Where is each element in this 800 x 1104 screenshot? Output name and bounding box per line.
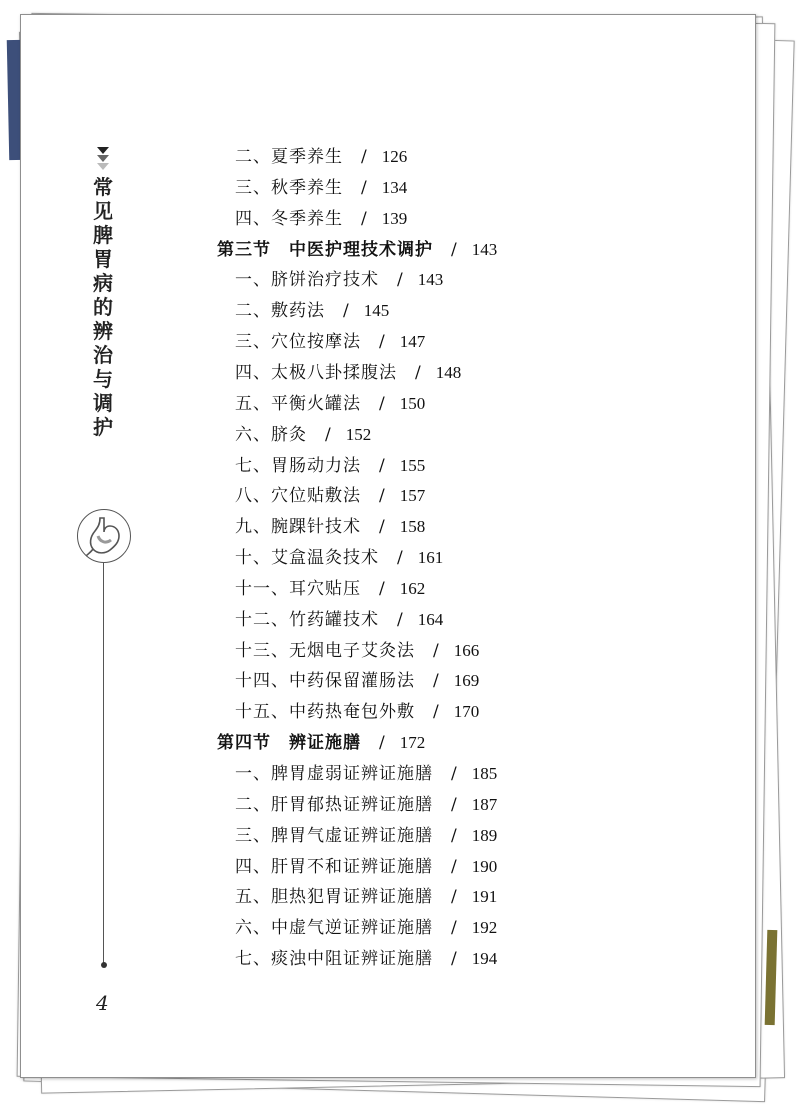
toc-entry[interactable] — [235, 790, 497, 815]
toc-entry[interactable] — [235, 204, 407, 229]
toc-title: 第四节 辨证施膳 — [217, 733, 361, 754]
toc-page-number: 170 — [453, 702, 480, 722]
toc-page-number: 185 — [471, 764, 498, 783]
toc-separator: / — [397, 270, 404, 291]
toc-page-number: 152 — [345, 424, 372, 444]
toc-title: 七、胃肠动力法 — [235, 455, 361, 476]
toc-entry[interactable] — [235, 173, 407, 198]
toc-page-number: 194 — [471, 949, 498, 969]
toc-entry[interactable] — [235, 666, 479, 691]
page-number: 4 — [96, 991, 109, 1015]
toc-title: 一、脾胃虚弱证辨证施膳 — [235, 764, 433, 784]
toc-title: 十一、耳穴贴压 — [235, 578, 361, 599]
toc-page-number: 161 — [417, 548, 444, 568]
toc-entry[interactable] — [235, 759, 497, 784]
toc-separator: / — [433, 671, 440, 692]
toc-entry[interactable] — [235, 882, 497, 907]
toc-page-number: 134 — [381, 177, 408, 197]
toc-page-number: 143 — [471, 239, 498, 259]
toc-entry[interactable] — [235, 327, 425, 352]
toc-title: 十、艾盒温灸技术 — [235, 548, 379, 569]
toc-title: 二、肝胃郁热证辨证施膳 — [235, 794, 433, 815]
toc-section[interactable] — [217, 728, 425, 753]
toc-page-number: 189 — [471, 825, 498, 845]
toc-title: 二、夏季养生 — [235, 147, 343, 167]
vertical-title-char: 常 — [93, 175, 113, 199]
toc-entry[interactable] — [235, 944, 497, 969]
toc-separator: / — [379, 733, 386, 754]
toc-page-number: 191 — [471, 887, 498, 907]
toc-separator: / — [451, 887, 458, 908]
toc-separator: / — [451, 825, 458, 846]
toc-separator: / — [379, 393, 386, 414]
toc-separator: / — [379, 578, 386, 599]
toc-title: 九、腕踝针技术 — [235, 517, 361, 538]
toc-page-number: 190 — [471, 856, 498, 876]
toc-page-number: 164 — [417, 609, 444, 629]
toc-separator: / — [451, 764, 458, 784]
vertical-title-char: 与 — [93, 367, 113, 391]
toc-separator: / — [343, 301, 350, 322]
vertical-title-char: 病 — [93, 271, 113, 295]
toc-page-number: 187 — [471, 794, 498, 814]
toc-separator: / — [361, 208, 368, 229]
toc-title: 五、胆热犯胃证辨证施膳 — [235, 887, 433, 908]
vertical-title-char: 的 — [93, 295, 113, 319]
toc-entry[interactable] — [235, 512, 425, 537]
toc-separator: / — [451, 239, 458, 260]
toc-page-number: 148 — [435, 362, 462, 382]
vertical-title-char: 脾 — [93, 223, 113, 247]
toc-title: 十三、无烟电子艾灸法 — [235, 640, 415, 661]
toc-title: 四、肝胃不和证辨证施膳 — [235, 856, 433, 877]
toc-title: 二、敷药法 — [235, 301, 325, 322]
vertical-title-char: 护 — [93, 415, 113, 439]
toc-page-number: 169 — [453, 671, 480, 691]
toc-separator: / — [433, 702, 440, 723]
toc-page-number: 145 — [363, 301, 390, 321]
toc-title: 四、冬季养生 — [235, 208, 343, 229]
toc-separator: / — [361, 147, 368, 167]
toc-title: 八、穴位贴敷法 — [235, 486, 361, 507]
toc-title: 六、脐灸 — [235, 424, 307, 445]
vertical-title-char: 辨 — [93, 319, 113, 343]
toc-page-number: 192 — [471, 918, 498, 938]
toc-title: 三、穴位按摩法 — [235, 332, 361, 353]
toc-title: 三、脾胃气虚证辨证施膳 — [235, 825, 433, 846]
toc-entry[interactable] — [235, 451, 425, 476]
toc-title: 六、中虚气逆证辨证施膳 — [235, 918, 433, 939]
toc-entry[interactable] — [235, 697, 479, 722]
toc-separator: / — [325, 424, 332, 445]
toc-entry[interactable] — [235, 574, 425, 599]
toc-section[interactable] — [217, 235, 497, 260]
toc-page-number: 157 — [399, 486, 426, 506]
toc-title: 七、痰浊中阻证辨证施膳 — [235, 949, 433, 970]
toc-separator: / — [451, 856, 458, 877]
toc-entry[interactable] — [235, 296, 389, 321]
toc-page-number: 126 — [381, 147, 408, 166]
toc-entry[interactable] — [235, 913, 497, 938]
toc-page-number: 172 — [399, 733, 426, 753]
toc-separator: / — [397, 609, 404, 630]
triangle-marker-icon — [97, 147, 111, 171]
toc-title: 三、秋季养生 — [235, 177, 343, 198]
toc-entry[interactable] — [235, 389, 425, 414]
toc-page-number: 143 — [417, 270, 444, 290]
toc-entry[interactable] — [235, 358, 461, 383]
book-page — [20, 14, 756, 1078]
toc-title: 四、太极八卦揉腹法 — [235, 362, 397, 383]
toc-entry[interactable] — [235, 142, 407, 167]
vertical-title-char: 调 — [93, 391, 113, 415]
toc-title: 五、平衡火罐法 — [235, 393, 361, 414]
toc-entry[interactable] — [235, 636, 479, 661]
toc-entry[interactable] — [235, 852, 497, 877]
toc-separator: / — [433, 640, 440, 661]
toc-page-number: 150 — [399, 393, 426, 413]
margin-rule — [103, 563, 104, 963]
vertical-title-char: 胃 — [93, 247, 113, 271]
toc-separator: / — [379, 486, 386, 507]
toc-separator: / — [451, 794, 458, 815]
toc-entry[interactable] — [235, 481, 425, 506]
toc-title: 十二、竹药罐技术 — [235, 609, 379, 630]
toc-separator: / — [397, 548, 404, 569]
toc-separator: / — [451, 918, 458, 939]
vertical-book-title — [91, 175, 115, 439]
toc-entry[interactable] — [235, 543, 443, 568]
stomach-icon — [77, 509, 131, 563]
toc-page-number: 155 — [399, 455, 426, 475]
toc-entry[interactable] — [235, 605, 443, 630]
toc-title: 第三节 中医护理技术调护 — [217, 239, 433, 260]
toc-separator: / — [361, 177, 368, 198]
toc-page-number: 162 — [399, 578, 426, 598]
toc-page-number: 158 — [399, 517, 426, 537]
toc-separator: / — [415, 362, 422, 383]
toc-entry[interactable] — [235, 821, 497, 846]
toc-separator: / — [379, 332, 386, 353]
toc-entry[interactable] — [235, 420, 371, 445]
toc-separator: / — [379, 517, 386, 538]
toc-separator: / — [379, 455, 386, 476]
toc-title: 十五、中药热奄包外敷 — [235, 702, 415, 723]
vertical-title-char: 见 — [93, 199, 113, 223]
toc-entry[interactable] — [235, 265, 443, 290]
toc-title: 十四、中药保留灌肠法 — [235, 671, 415, 692]
toc-title: 一、脐饼治疗技术 — [235, 270, 379, 291]
vertical-title-char: 治 — [93, 343, 113, 367]
margin-rule-dot — [101, 962, 107, 968]
toc-page-number: 147 — [399, 332, 426, 352]
toc-page-number: 139 — [381, 208, 408, 228]
toc-page-number: 166 — [453, 640, 480, 660]
toc-separator: / — [451, 949, 458, 970]
